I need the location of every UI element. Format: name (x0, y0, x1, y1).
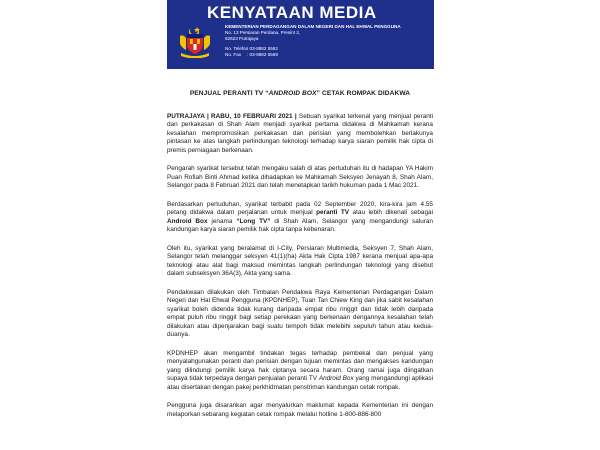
headline-post: ” CETAK ROMPAK DIDAKWA (316, 90, 411, 97)
press-release-body (167, 90, 433, 429)
paragraph-2: Pengarah syarikat tersebut telah mengaku salah di atas pertuduhan itu di hadapan YA Hakim Puan Rofiah Binti Ahmad ketika dihadapkan ke Mahkamah Seksyen Jenayah 8, Shah Alam, Selangor pada 8 Februari 2021 dan telah menetapkan tarikh hukuman pada 1 Mac 2021. (167, 165, 433, 189)
paragraph-5: Pendakwaan dilakukan oleh Timbalan Pendakwa Raya Kementerian Perdagangan Dalam Negeri dan Hal Ehwal Pengguna (KPDNHEP), Tuan Tan Chiew King dan jika sabit kesalahan syarikat boleh didenda tidak kurang daripada empat ribu ringgit dan tidak lebih daripada empat puluh ribu ringgit bagi setiap perekaan yang berkenaan dengannya kesalahan telah dilakukan atau dipenjarakan bagi suatu tempoh tidak melebihi sepuluh tahun atau kedua-duanya. (167, 288, 433, 338)
p3-part-c: atau lebih dikenali sebagai (349, 209, 433, 216)
agency-info (225, 24, 401, 58)
press-release-header (167, 0, 434, 69)
malaysia-coat-of-arms-icon (177, 24, 213, 58)
telephone-value: : 03-8882 5562 (247, 46, 278, 51)
paragraph-1-text: Sebuah syarikat terkenal yang menjual peranti dan perkakasan di Shah Alam menjadi syarikat pertama didakwa di Mahkamah kerana kesalahan mempromosikan perkakasan dan perisian yang membolehkan berlakunya pintasan ke atas langkah perlindungan teknologi terhadap karya siaran pemilik hak cipta di premis perniagaan berkenaan. (167, 112, 433, 154)
paragraph-4: Oleh itu, syarikat yang beralamat di I-City, Persiaran Multimedia, Seksyen 7, Shah Alam, Selangor telah melanggar seksyen 41(1)(ha) Akta Hak Cipta 1987 kerana menjual apa-apa teknologi atau alat bagi maksud memintas langkah perlindungan teknologi yang disebut dalam subseksyen 36A(3), Akta yang sama. (167, 244, 433, 277)
paragraph-3 (167, 201, 433, 235)
fax-row (225, 52, 401, 58)
agency-name: KEMENTERIAN PERDAGANGAN DALAM NEGERI DAN HAL EHWAL PENGGUNA (225, 24, 401, 29)
dateline: PUTRAJAYA | RABU, 10 FEBRUARI 2021 | (167, 112, 297, 120)
header-title: KENYATAAN MEDIA (207, 3, 377, 22)
paragraph-1 (167, 113, 433, 156)
headline-pre: PENJUAL PERANTI TV “ (189, 90, 269, 97)
p3-part-a: Berdasarkan pertuduhan, syarikat terbabit pada 02 September 2020, kira-kira jam 4.55 petang didakwa dalam perjalanan untuk menjual (167, 200, 433, 216)
fax-value: : 03-8882 5569 (247, 52, 278, 57)
telephone-label: No. Telefon (225, 46, 249, 51)
p6-part-a: KPDNHEP akan mengambil tindakan tegas terhadap pembekal dan penjual yang menyalahgunakan peranti dan perisian dengan tujuan memintas dan mengakses kandungan yang dilindungi pemilik karya hak ciptanya secara haram. Orang ramai juga diingatkan supaya tidak terpedaya dengan penjualan peranti TV (167, 349, 433, 382)
headline-italic: ANDROID BOX (268, 90, 317, 97)
fax-label: No. Fax (225, 52, 242, 57)
p3-part-e: di Shah Alam, Selangor yang mengandungi saluran kandungan karya siaran pemilik hak cipta tanpa kebenaran. (167, 217, 433, 233)
headline (167, 90, 433, 99)
p3-bold-1: peranti TV (316, 209, 350, 216)
paragraph-7: Pengguna juga disarankan agar menyalurkan maklumat kepada Kementerian ini dengan melaporkan sebarang kegiatan cetak rompak melalui hotline 1-800-886-800 (167, 402, 433, 418)
p6-part-b: yang mengandungi aplikasi atau disertakan dengan pakej perkhidmatan penstriman kandungan cetak rompak. (167, 375, 433, 391)
address-line-2: 62623 Putrajaya (225, 36, 259, 41)
p6-italic: Android Box (318, 375, 354, 382)
address-line-1: No. 13 Persiaran Perdana, Presint 2, (225, 30, 301, 35)
p3-bold-2: Android Box (167, 217, 208, 225)
p3-part-d: jenama (207, 217, 237, 225)
paragraph-6 (167, 350, 433, 393)
p3-bold-3: “Long TV” (236, 217, 271, 225)
